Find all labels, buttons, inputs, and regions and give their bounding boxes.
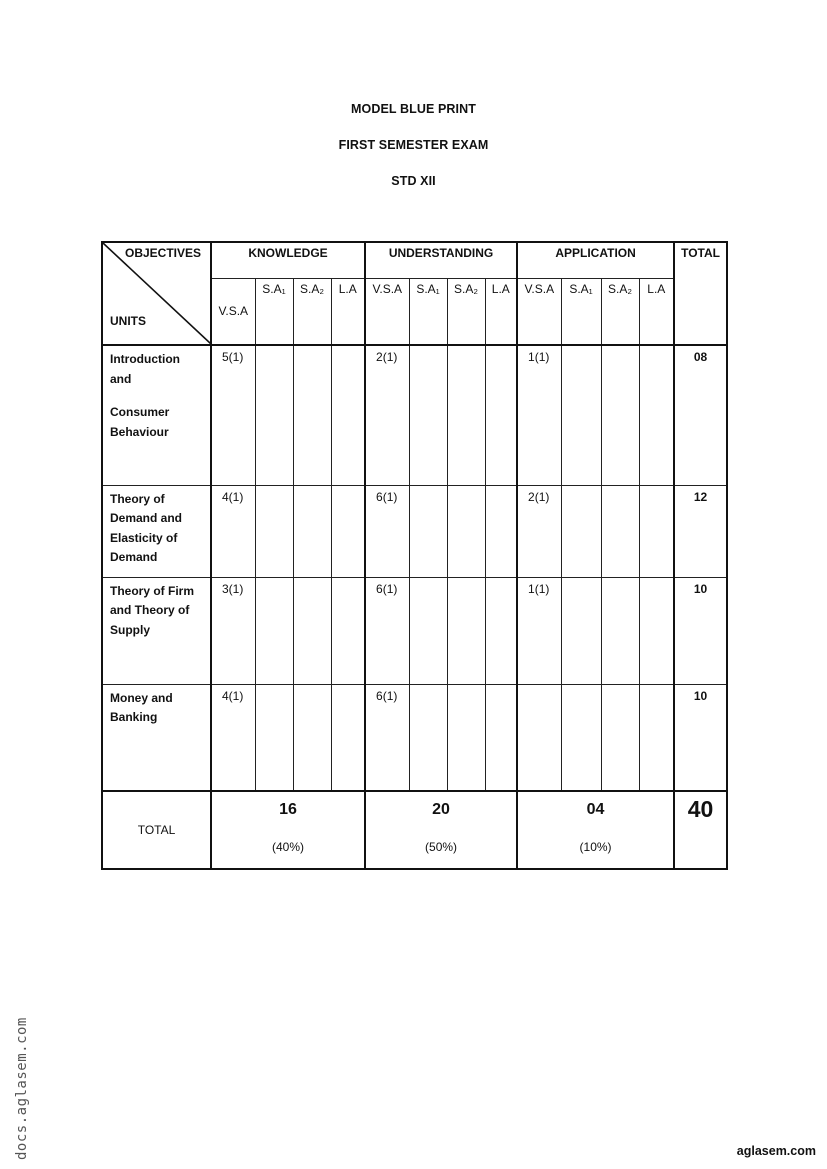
empty-cell [447,345,485,485]
subheader-sa1: S.A₁ [409,278,447,345]
knowledge-total-percent: (40%) [272,839,305,854]
application-total-percent: (10%) [579,839,612,854]
empty-cell [255,684,293,791]
group-header-understanding: UNDERSTANDING [365,242,517,278]
understanding-vsa-cell: 2(1) [365,345,409,485]
empty-cell [601,485,639,577]
subheader-sa2: S.A₂ [447,278,485,345]
row-total-cell: 10 [674,684,727,791]
empty-cell [331,684,365,791]
empty-cell [409,577,447,684]
table-row [102,345,727,485]
subheader-la: L.A [485,278,517,345]
objectives-label: OBJECTIVES [125,246,202,260]
application-vsa-cell: 1(1) [517,345,561,485]
empty-cell [485,577,517,684]
group-header-knowledge: KNOWLEDGE [211,242,365,278]
unit-line: Theory of [110,491,165,506]
empty-cell [331,345,365,485]
watermark-text: docs.aglasem.com [14,1017,30,1160]
subheader-sa1: S.A₁ [255,278,293,345]
class-heading: STD XII [391,174,436,188]
table-row [102,577,727,684]
title-heading: MODEL BLUE PRINT [351,102,476,116]
empty-cell [331,485,365,577]
empty-cell [639,485,674,577]
corner-header-cell [102,242,211,345]
subheader-sa2: S.A₂ [601,278,639,345]
row-total-cell: 12 [674,485,727,577]
empty-cell [293,577,331,684]
unit-line: Demand and [110,511,183,525]
subheader-vsa: V.S.A [211,278,255,345]
blueprint-table [101,241,728,870]
subheader-vsa: V.S.A [365,278,409,345]
empty-cell [447,684,485,791]
totals-row [102,791,727,869]
unit-name-cell [102,345,211,485]
understanding-vsa-cell: 6(1) [365,485,409,577]
application-vsa-cell: 1(1) [517,577,561,684]
subheader-sa1: S.A₁ [561,278,601,345]
unit-name-cell [102,684,211,791]
unit-line: and Theory of [110,603,190,617]
empty-cell [485,684,517,791]
unit-line: Money and [110,690,173,705]
empty-cell [409,684,447,791]
subheader-sa2: S.A₂ [293,278,331,345]
unit-line: Consumer [110,405,170,419]
empty-cell [561,684,601,791]
knowledge-total-cell [211,791,365,869]
units-label: UNITS [110,314,146,328]
empty-cell [485,345,517,485]
empty-cell [639,577,674,684]
group-header-application: APPLICATION [517,242,674,278]
unit-line: Demand [110,550,158,564]
understanding-total-percent: (50%) [425,839,458,854]
application-vsa-cell [517,684,561,791]
table-row [102,684,727,791]
understanding-total-value: 20 [432,800,450,818]
empty-cell [485,485,517,577]
empty-cell [561,345,601,485]
unit-line: Supply [110,622,151,637]
site-label[interactable]: aglasem.com [736,1144,816,1158]
empty-cell [447,485,485,577]
empty-cell [561,485,601,577]
table-row [102,485,727,577]
unit-line: Banking [110,710,158,724]
application-vsa-cell: 2(1) [517,485,561,577]
empty-cell [601,684,639,791]
empty-cell [447,577,485,684]
empty-cell [409,485,447,577]
exam-heading: FIRST SEMESTER EXAM [338,138,489,152]
unit-line: and [110,371,132,386]
empty-cell [293,485,331,577]
unit-name-cell [102,485,211,577]
understanding-vsa-cell: 6(1) [365,684,409,791]
empty-cell [639,684,674,791]
grand-total-cell: 40 [674,791,727,869]
empty-cell [293,345,331,485]
empty-cell [639,345,674,485]
knowledge-total-value: 16 [279,800,297,818]
empty-cell [331,577,365,684]
knowledge-vsa-cell: 3(1) [211,577,255,684]
unit-line: Elasticity of [110,530,178,545]
subheader-la: L.A [331,278,365,345]
knowledge-vsa-cell: 4(1) [211,684,255,791]
understanding-total-cell [365,791,517,869]
unit-name-cell [102,577,211,684]
application-total-cell [517,791,674,869]
row-total-cell: 08 [674,345,727,485]
unit-line: Theory of Firm [110,583,195,598]
subheader-la: L.A [639,278,674,345]
empty-cell [255,485,293,577]
unit-line: Behaviour [110,424,169,439]
total-label-cell: TOTAL [102,791,211,869]
empty-cell [255,345,293,485]
knowledge-vsa-cell: 4(1) [211,485,255,577]
unit-line: Introduction [110,352,180,366]
empty-cell [409,345,447,485]
empty-cell [255,577,293,684]
total-header: TOTAL [674,242,727,345]
understanding-vsa-cell: 6(1) [365,577,409,684]
empty-cell [601,577,639,684]
subheader-vsa: V.S.A [517,278,561,345]
empty-cell [561,577,601,684]
unit-spacer [110,389,203,403]
empty-cell [293,684,331,791]
empty-cell [601,345,639,485]
row-total-cell: 10 [674,577,727,684]
application-total-value: 04 [586,800,605,818]
knowledge-vsa-cell: 5(1) [211,345,255,485]
